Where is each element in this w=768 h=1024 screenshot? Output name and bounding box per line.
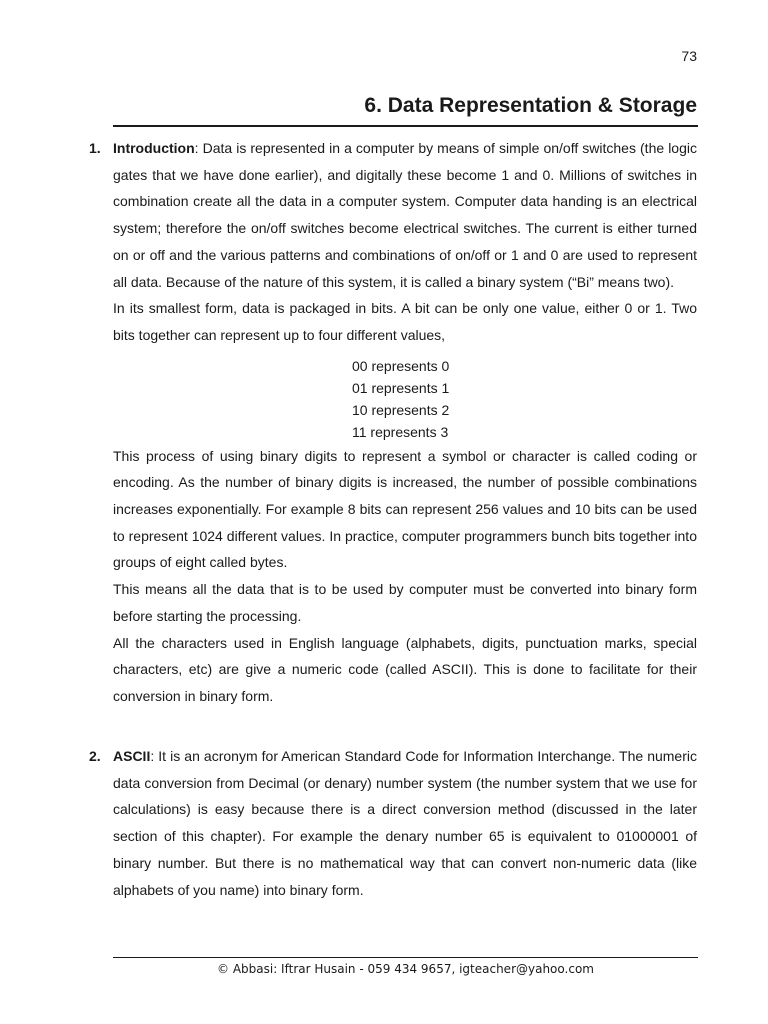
introduction-paragraph bbox=[113, 135, 697, 295]
section-body bbox=[113, 743, 697, 903]
section-heading: Introduction bbox=[113, 140, 195, 156]
bits-paragraph: In its smallest form, data is packaged in bits. A bit can be only one value, either 0 or 1. Two bits together can represent up to four different values, bbox=[113, 300, 697, 343]
footer-divider bbox=[113, 957, 698, 958]
section-number: 2. bbox=[89, 748, 101, 764]
binary-value-line: 00 represents 0 bbox=[352, 357, 450, 374]
title-divider bbox=[113, 125, 698, 127]
ascii-paragraph bbox=[113, 743, 697, 903]
binary-values-list bbox=[113, 355, 697, 443]
page-number: 73 bbox=[681, 48, 697, 64]
page-footer: © Abbasi: Iftrar Husain - 059 434 9657, igteacher@yahoo.com bbox=[217, 962, 594, 976]
chapter-title: 6. Data Representation & Storage bbox=[364, 94, 697, 117]
section-heading: ASCII bbox=[113, 748, 151, 764]
conversion-paragraph: This means all the data that is to be used by computer must be converted into binary form before starting the processing. bbox=[113, 581, 697, 624]
binary-value-line: 10 represents 2 bbox=[352, 401, 450, 418]
section-lead-text: : Data is represented in a computer by means of simple on/off switches (the logic gates that we have done earlier), and digitally these become 1 and 0. Millions of switches in combination create all the data in a computer system. Computer data handing is an electrical system; therefore the on/off switches become electrical switches. The current is either turned on or off and the various patterns and combinations of on/off or 1 and 0 are used to represent all data. Because of the nature of this system, it is called a binary system (“Bi” means two). bbox=[113, 140, 697, 290]
section-number: 1. bbox=[89, 140, 101, 156]
section-body bbox=[113, 135, 697, 710]
binary-value-line: 11 represents 3 bbox=[352, 423, 449, 440]
section-lead-text: : It is an acronym for American Standard Code for Information Interchange. The numeric data conversion from Decimal (or denary) number system (the number system that we use for calculations) is easy because there is a direct conversion method (discussed in the later section of this chapter). For example the denary number 65 is equivalent to 01000001 of binary number. But there is no mathematical way that can convert non-numeric data (like alphabets of you name) into binary form. bbox=[113, 748, 697, 898]
encoding-paragraph: This process of using binary digits to represent a symbol or character is called coding or encoding. As the number of binary digits is increased, the number of possible combinations increases exponentially. For example 8 bits can represent 256 values and 10 bits can be used to represent 1024 different values. In practice, computer programmers bunch bits together into groups of eight called bytes. bbox=[113, 447, 697, 571]
binary-value-line: 01 represents 1 bbox=[352, 379, 450, 396]
ascii-intro-paragraph: All the characters used in English language (alphabets, digits, punctuation marks, special characters, etc) are give a numeric code (called ASCII). This is done to facilitate for their conversion in binary form. bbox=[113, 634, 697, 704]
